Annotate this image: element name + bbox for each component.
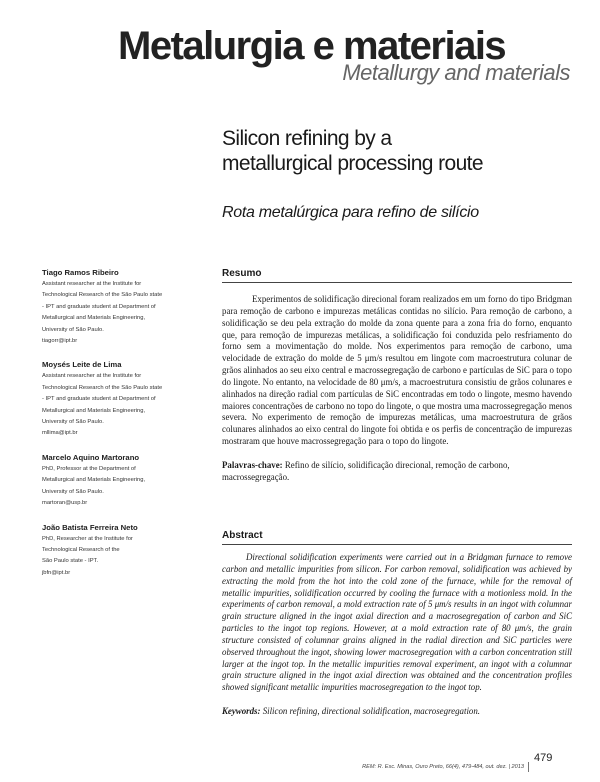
article-title-portuguese: Rota metalúrgica para refino de silício	[222, 204, 479, 221]
article-title-line: Silicon refining by a	[222, 127, 392, 150]
affiliation-line: University of São Paulo.	[42, 326, 104, 333]
affiliation-line: PhD, Professor at the Department of	[42, 465, 136, 472]
resumo-keywords	[222, 460, 572, 484]
section-title: Metalurgia e materiais	[118, 24, 506, 68]
keywords-value: Refino de silício, solidificação direcional, remoção de carbono, macrossegregação.	[222, 459, 510, 482]
affiliation-line: - IPT and graduate student at Department of	[42, 303, 156, 310]
affiliation-line: São Paulo state - IPT.	[42, 558, 99, 565]
affiliation-line: Assistant researcher at the Institute for	[42, 373, 142, 380]
footer-separator	[528, 762, 529, 772]
author-affiliation	[42, 464, 210, 510]
author-entry	[42, 523, 210, 580]
author-entry	[42, 453, 210, 510]
affiliation-line: Assistant researcher at the Institute for	[42, 281, 142, 287]
author-affiliation	[42, 534, 210, 580]
abstract-text: Directional solidification experiments were carried out in a Bridgman furnace to remove carbon and metallic impurities from silicon. For carbon removal, solidification was achieved by extracting the mold from the hot into the cold zone of the furnace, while for the removal of metallic impurities, solidification occurred by cooling the furnace with a motionless mold. In the experiments of carbon removal, a mold extraction rate of 5 μm/s results in an ingot with columnar grain structure aligned in the ingot axial direction and a macrosegregation of carbon and SiC particles to the ingot top regions. However, at a mold extraction rate of 80 μm/s, the grain structure consisted of columnar grains aligned in the radial direction and SiC particles were observed throughout the ingot, showing lower macrosegregation with a carbon concentration still larger at the ingot top. In the metallic impurities removal experiment, an ingot with a columnar grain structure aligned in the ingot axial direction was obtained and the concentration profiles showed significant metallic impurities macrosegregation to the ingot top.	[222, 552, 572, 693]
author-name: João Batista Ferreira Neto	[42, 522, 138, 532]
affiliation-line: University of São Paulo.	[42, 419, 104, 426]
abstract-divider	[222, 544, 572, 545]
affiliation-line: Technological Research of the São Paulo state	[42, 384, 163, 391]
author-name: Moysés Leite de Lima	[42, 360, 122, 370]
affiliation-line: Technological Research of the São Paulo state	[42, 292, 163, 299]
author-email[interactable]: jbfn@ipt.br	[42, 569, 71, 576]
affiliation-line: - IPT and graduate student at Department of	[42, 396, 156, 403]
author-name: Tiago Ramos Ribeiro	[42, 268, 119, 277]
affiliation-line: Metallurgical and Materials Engineering,	[42, 477, 146, 484]
author-affiliation	[42, 371, 210, 439]
article-title-line: metallurgical processing route	[222, 152, 483, 175]
author-entry	[42, 268, 210, 347]
author-email[interactable]: martoran@usp.br	[42, 500, 88, 507]
keywords-label: Keywords:	[222, 706, 261, 717]
author-email[interactable]: mllima@ipt.br	[42, 430, 78, 437]
author-email[interactable]: tiagorr@ipt.br	[42, 338, 78, 345]
author-entry	[42, 360, 210, 439]
author-name: Marcelo Aquino Martorano	[42, 452, 140, 462]
author-affiliation	[42, 279, 210, 347]
affiliation-line: Metallurgical and Materials Engineering,	[42, 407, 146, 414]
abstract-heading: Abstract	[222, 530, 263, 541]
author-list	[42, 268, 210, 592]
abstract-body	[222, 552, 572, 718]
resumo-divider	[222, 282, 572, 283]
abstract-keywords	[222, 706, 572, 718]
section-subtitle: Metallurgy and materials	[342, 60, 570, 85]
affiliation-line: Metallurgical and Materials Engineering,	[42, 315, 146, 322]
keywords-value: Silicon refining, directional solidification, macrosegregation.	[262, 706, 481, 717]
affiliation-line: PhD, Researcher at the Institute for	[42, 535, 133, 542]
affiliation-line: Technological Research of the	[42, 546, 120, 553]
keywords-label: Palavras-chave:	[222, 459, 283, 470]
resumo-heading: Resumo	[222, 268, 262, 279]
page-number: 479	[534, 752, 553, 764]
affiliation-line: University of São Paulo.	[42, 488, 104, 495]
article-title	[222, 126, 522, 176]
resumo-body	[222, 294, 572, 484]
footer-citation: REM: R. Esc. Minas, Ouro Preto, 66(4), 479-484, out. dez. | 2013	[362, 764, 524, 770]
resumo-text: Experimentos de solidificação direcional foram realizados em um forno do tipo Bridgman para remoção de carbono e impurezas metálicas contidas no silício. Para remoção de carbono, a solidificação se deu pela extração do molde da zona quente para a zona fria do forno, enquanto que, para remoção de impurezas metálicas, a solidificação foi conduzida pelo resfriamento do forno sem a movimentação do molde. Nos experimentos para remoção de carbono, uma velocidade de extração do molde de 5 μm/s resultou em lingote com macroestrutura colunar de grãos alinhados ao seu eixo central e macrossegregação de carbono e partículas de SiC para o topo do lingote. No entanto, na velocidade de 80 μm/s, a macroestrutura consistiu de grãos colunares e alinhados na direção radial com partículas de SiC encontradas em todo o lingote, mesmo havendo maiores concentrações de carbono no topo do lingote, o que mostra uma macrossegregação menos severa. No experimento de remoção de impurezas metálicas, uma macroestrutura de grãos colunares alinhados ao eixo central do lingote foi obtida e os perfis de concentração de impurezas mostraram que houve macrossegregação para o topo do lingote.	[222, 294, 572, 447]
